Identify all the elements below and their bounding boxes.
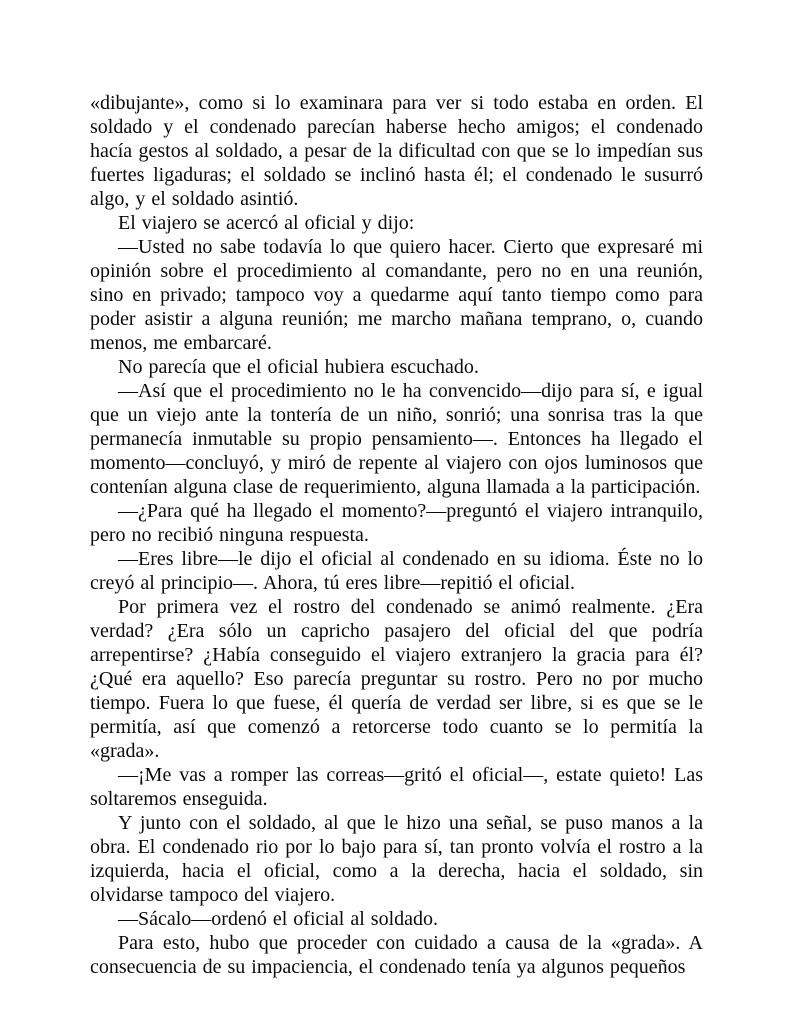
paragraph: Para esto, hubo que proceder con cuidado a causa de la «grada». A consecuencia de su impaciencia, el condenado tenía ya algunos pequeños: [90, 932, 703, 978]
paragraph: El viajero se acercó al oficial y dijo:: [118, 212, 415, 234]
paragraph: —Usted no sabe todavía lo que quiero hacer. Cierto que expresaré mi opinión sobre el procedimiento al comandante, pero no en una reunión, sino en privado; tampoco voy a quedarme aquí tanto tiempo como para poder asistir a alguna reunión; me marcho mañana temprano, o, cuando menos, me embarcaré.: [90, 236, 703, 354]
paragraph: —¡Me vas a romper las correas—gritó el oficial—, estate quieto! Las soltaremos enseguida.: [90, 764, 703, 810]
page-text: [90, 91, 703, 979]
paragraph: Por primera vez el rostro del condenado se animó realmente. ¿Era verdad? ¿Era sólo un capricho pasajero del oficial del que podría arrepentirse? ¿Había conseguido el viajero extranjero la gracia para él? ¿Qué era aquello? Eso parecía preguntar su rostro. Pero no por mucho tiempo. Fuera lo que fuese, él quería de verdad ser libre, si es que se le permitía, así que comenzó a retorcerse todo cuanto se lo permitía la «grada».: [90, 596, 703, 762]
paragraph: —Eres libre—le dijo el oficial al condenado en su idioma. Éste no lo creyó al principio—. Ahora, tú eres libre—repitió el oficial.: [90, 548, 703, 594]
paragraph: —Así que el procedimiento no le ha convencido—dijo para sí, e igual que un viejo ante la tontería de un niño, sonrió; una sonrisa tras la que permanecía inmutable su propio pensamiento—. Entonces ha llegado el momento—concluyó, y miró de repente al viajero con ojos luminosos que contenían alguna clase de requerimiento, alguna llamada a la participación.: [90, 380, 703, 498]
paragraph: —Sácalo—ordenó el oficial al soldado.: [118, 908, 439, 930]
paragraph: —¿Para qué ha llegado el momento?—preguntó el viajero intranquilo, pero no recibió ninguna respuesta.: [90, 500, 703, 546]
paragraph: «dibujante», como si lo examinara para ver si todo estaba en orden. El soldado y el condenado parecían haberse hecho amigos; el condenado hacía gestos al soldado, a pesar de la dificultad con que se lo impedían sus fuertes ligaduras; el soldado se inclinó hasta él; el condenado le susurró algo, y el soldado asintió.: [90, 92, 703, 210]
paragraph: No parecía que el oficial hubiera escuchado.: [118, 356, 479, 378]
paragraph: Y junto con el soldado, al que le hizo una señal, se puso manos a la obra. El condenado rio por lo bajo para sí, tan pronto volvía el rostro a la izquierda, hacia el oficial, como a la derecha, hacia el soldado, sin olvidarse tampoco del viajero.: [90, 812, 703, 906]
